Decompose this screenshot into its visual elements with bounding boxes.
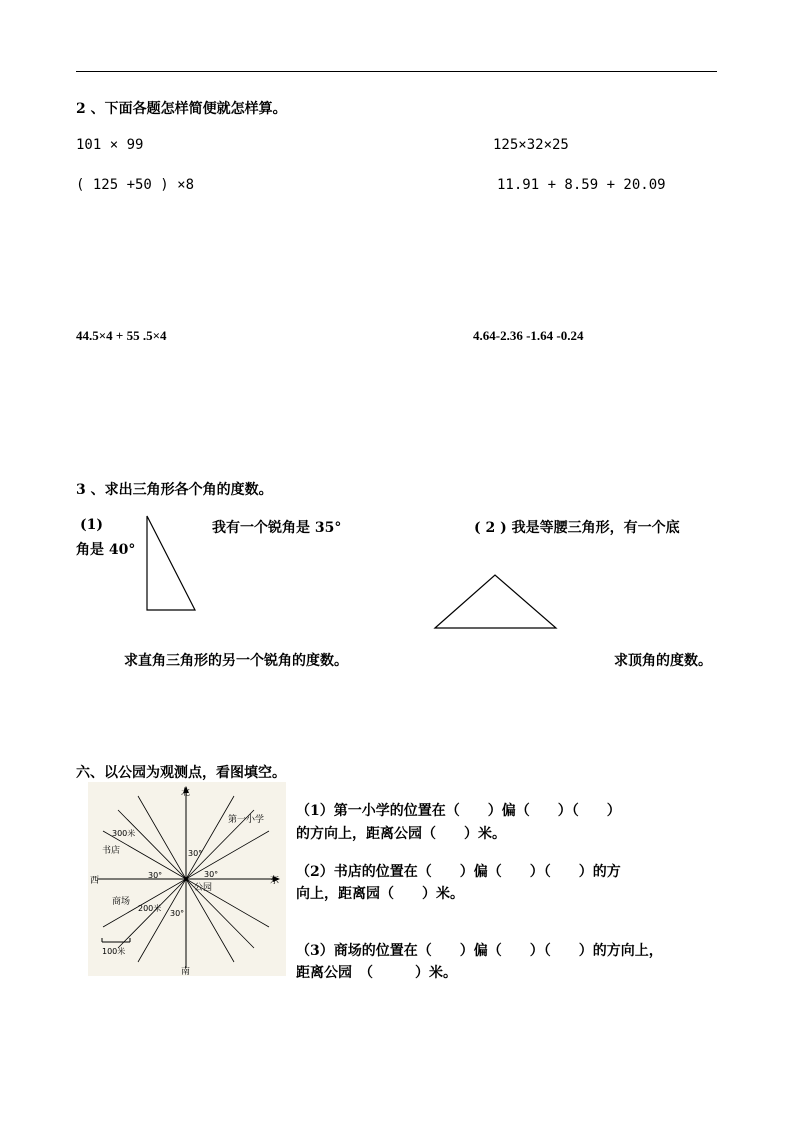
expr-1: 101 × 99 (76, 137, 144, 153)
q3-ask-2: 求顶角的度数。 (614, 653, 712, 669)
right-triangle (140, 510, 202, 616)
map-west-label: 西 (90, 876, 100, 886)
expr-2: 125×32×25 (493, 137, 569, 153)
map-park-label: 公园 (194, 883, 213, 893)
q6-sub2-line1: （2）书店的位置在（ ）偏（ ）（ ）的方 (296, 864, 621, 880)
q2-title: 2 、下面各题怎样简便就怎样算。 (76, 101, 287, 117)
q6-sub1-line1: （1）第一小学的位置在（ ）偏（ ）（ ） (296, 803, 621, 819)
map-school-label: 第一小学 (228, 815, 265, 825)
q3-title: 3 、求出三角形各个角的度数。 (76, 482, 273, 498)
map-angle-2: 30° (148, 871, 163, 880)
map-dist-200: 200米 (138, 904, 162, 913)
map-dist-300: 300米 (112, 829, 136, 838)
q3-part2-continued: 角是 40° (76, 542, 136, 558)
map-mall-label: 商场 (112, 897, 131, 907)
q3-part1-number: (1) (80, 517, 103, 533)
map-angle-3: 30° (204, 870, 219, 879)
q6-sub3-line1: （3）商场的位置在（ ）偏（ ）（ ）的方向上， (296, 943, 663, 959)
map-angle-1: 30° (188, 849, 203, 858)
q3-part1-text: 我有一个锐角是 35° (212, 520, 342, 536)
map-north-label: 北 (181, 788, 191, 798)
map-angle-4: 30° (170, 909, 185, 918)
q6-sub2-line2: 向上，距离园（ ）米。 (296, 886, 464, 902)
map-bookstore-label: 书店 (102, 846, 121, 856)
map-east-label: 东 (270, 876, 280, 886)
q6-title: 六、以公园为观测点，看图填空。 (76, 765, 286, 781)
map-scale-label: 100米 (102, 947, 126, 956)
expr-6: 4.64-2.36 -1.64 -0.24 (473, 328, 584, 343)
q3-part2-text: ( 2 ) 我是等腰三角形，有一个底 (474, 520, 680, 536)
q6-sub1-line2: 的方向上，距离公园（ ）米。 (296, 826, 506, 842)
direction-map (88, 782, 286, 976)
q3-ask-1: 求直角三角形的另一个锐角的度数。 (124, 653, 348, 669)
q6-sub3-line2: 距离公园 （ ）米。 (296, 965, 457, 981)
expr-5: 44.5×4 + 55 .5×4 (76, 328, 167, 343)
top-rule (76, 71, 717, 72)
map-south-label: 南 (181, 967, 191, 976)
isosceles-triangle (430, 570, 562, 632)
expr-3: ( 125 +50 ) ×8 (76, 177, 195, 193)
expr-4: 11.91 + 8.59 + 20.09 (497, 177, 666, 193)
